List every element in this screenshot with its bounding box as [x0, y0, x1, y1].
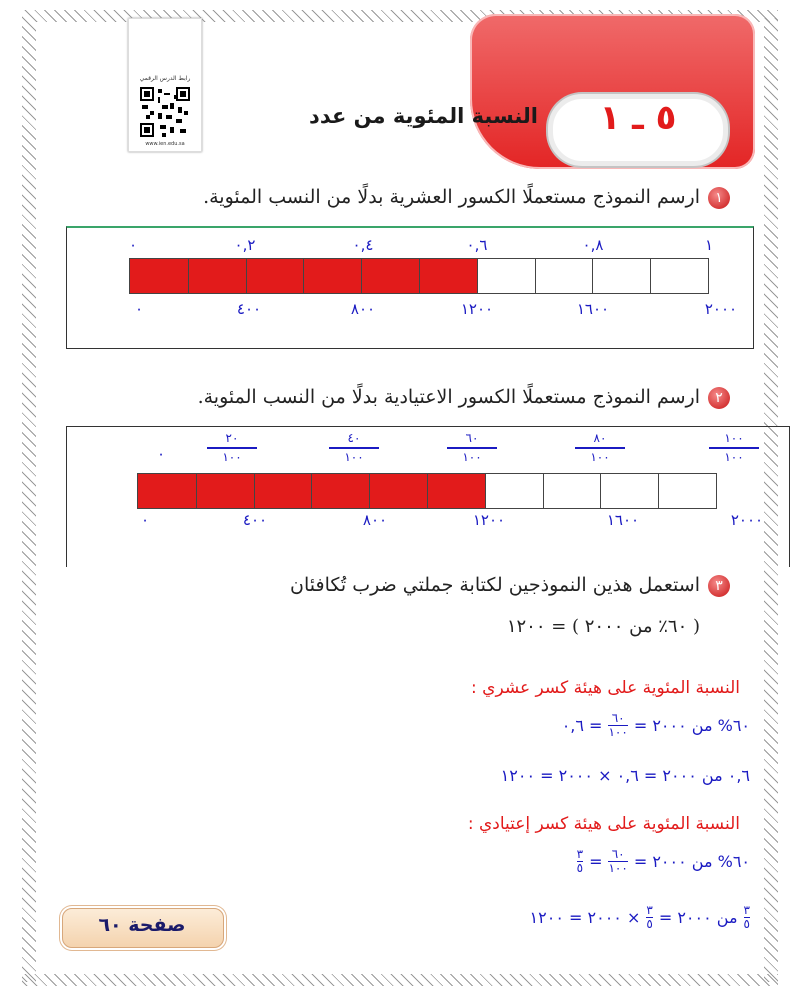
question-1-text: ارسم النموذج مستعملًا الكسور العشرية بدلًا من النسب المئوية. — [203, 186, 700, 208]
q1-top-label: ٠ — [128, 236, 138, 254]
q1-bottom-label: ٢٠٠٠ — [704, 300, 738, 318]
q2-bottom-label: ١٢٠٠ — [472, 511, 506, 529]
bar-cell-empty — [543, 474, 601, 508]
bar-cell-empty — [650, 259, 708, 293]
question-2 — [100, 386, 730, 409]
fraction-heading: النسبة المئوية على هيئة كسر إعتيادي : — [467, 814, 740, 834]
q2-fraction: ٢٠ ١٠٠ — [207, 431, 257, 464]
q2-fraction: ١٠٠ ١٠٠ — [709, 431, 759, 464]
fraction-line-1: ٦٠% من ٢٠٠٠ = ٦٠ ١٠٠ = ٣ ٥ — [576, 847, 750, 875]
q2-top-label: ٠ — [156, 445, 166, 463]
bar-cell-empty — [592, 259, 650, 293]
bar-cell-filled — [138, 474, 196, 508]
bar-cell-filled — [246, 259, 304, 293]
question-1-number: ١ — [708, 187, 730, 209]
page-border-bottom — [22, 974, 778, 986]
decimal-heading: النسبة المئوية على هيئة كسر عشري : — [471, 678, 740, 698]
bar-cell-filled — [254, 474, 312, 508]
q2-fraction: ٨٠ ١٠٠ — [575, 431, 625, 464]
q1-bottom-label: ٠ — [134, 300, 144, 318]
q1-top-label: ٠,٨ — [582, 236, 604, 254]
bar-cell-empty — [600, 474, 658, 508]
q2-bottom-label: ١٦٠٠ — [606, 511, 640, 529]
question-1 — [130, 186, 730, 209]
q2-fraction: ٤٠ ١٠٠ — [329, 431, 379, 464]
q1-bottom-label: ٨٠٠ — [350, 300, 376, 318]
question-2-text: ارسم النموذج مستعملًا الكسور الاعتيادية بدلًا من النسب المئوية. — [197, 386, 700, 408]
bar-cell-empty — [477, 259, 535, 293]
decimal-line-1: ٦٠% من ٢٠٠٠ = ٦٠ ١٠٠ = ٠,٦ — [561, 711, 750, 739]
question-2-number: ٢ — [708, 387, 730, 409]
q2-bottom-label: ٢٠٠٠ — [730, 511, 764, 529]
bar-cell-filled — [419, 259, 477, 293]
lesson-title: النسبة المئوية من عدد — [309, 104, 538, 128]
q1-top-label: ١ — [704, 236, 714, 254]
bar-cell-empty — [658, 474, 716, 508]
q2-bottom-label: ٠ — [140, 511, 150, 529]
question-3-number: ٣ — [708, 575, 730, 597]
q2-bottom-label: ٤٠٠ — [242, 511, 268, 529]
bar-cell-filled — [196, 474, 254, 508]
q1-bottom-label: ١٦٠٠ — [576, 300, 610, 318]
model-2-box — [66, 426, 790, 567]
bar-cell-filled — [188, 259, 246, 293]
lesson-number: ٥ ـ ١ — [599, 98, 677, 138]
model-2-bar — [137, 473, 717, 509]
q1-bottom-label: ٤٠٠ — [236, 300, 262, 318]
bar-cell-filled — [427, 474, 485, 508]
bar-cell-filled — [361, 259, 419, 293]
page-border-left — [22, 18, 36, 982]
q1-bottom-label: ١٢٠٠ — [460, 300, 494, 318]
q1-top-label: ٠,٤ — [352, 236, 374, 254]
bar-cell-empty — [535, 259, 593, 293]
model-1-bar — [129, 258, 709, 294]
q1-top-label: ٠,٢ — [234, 236, 256, 254]
model-1-box — [66, 226, 754, 349]
page-number: صفحة ٦٠ — [98, 914, 186, 936]
q2-fraction: ٦٠ ١٠٠ — [447, 431, 497, 464]
bar-cell-filled — [130, 259, 188, 293]
decimal-line-2: ٠,٦ من ٢٠٠٠ = ٠,٦ × ٢٠٠٠ = ١٢٠٠ — [500, 766, 750, 785]
bar-cell-filled — [303, 259, 361, 293]
question-3 — [180, 574, 730, 597]
qr-url[interactable]: www.ien.edu.sa — [145, 141, 185, 147]
question-3-equation: ( ٦٠٪ من ٢٠٠٠ ) = ١٢٠٠ — [506, 616, 700, 637]
fraction-line-2: ٣ ٥ من ٢٠٠٠ = ٣ ٥ × ٢٠٠٠ = ١٢٠٠ — [529, 903, 750, 931]
qr-caption: رابط الدرس الرقمي — [139, 75, 191, 82]
bar-cell-filled — [369, 474, 427, 508]
question-3-text: استعمل هذين النموذجين لكتابة جملتي ضرب تُكافئان — [290, 574, 700, 596]
bar-cell-empty — [485, 474, 543, 508]
qr-card[interactable] — [128, 18, 202, 152]
q1-top-label: ٠,٦ — [466, 236, 488, 254]
bar-cell-filled — [311, 474, 369, 508]
q2-bottom-label: ٨٠٠ — [362, 511, 388, 529]
qr-code-icon — [140, 87, 190, 137]
